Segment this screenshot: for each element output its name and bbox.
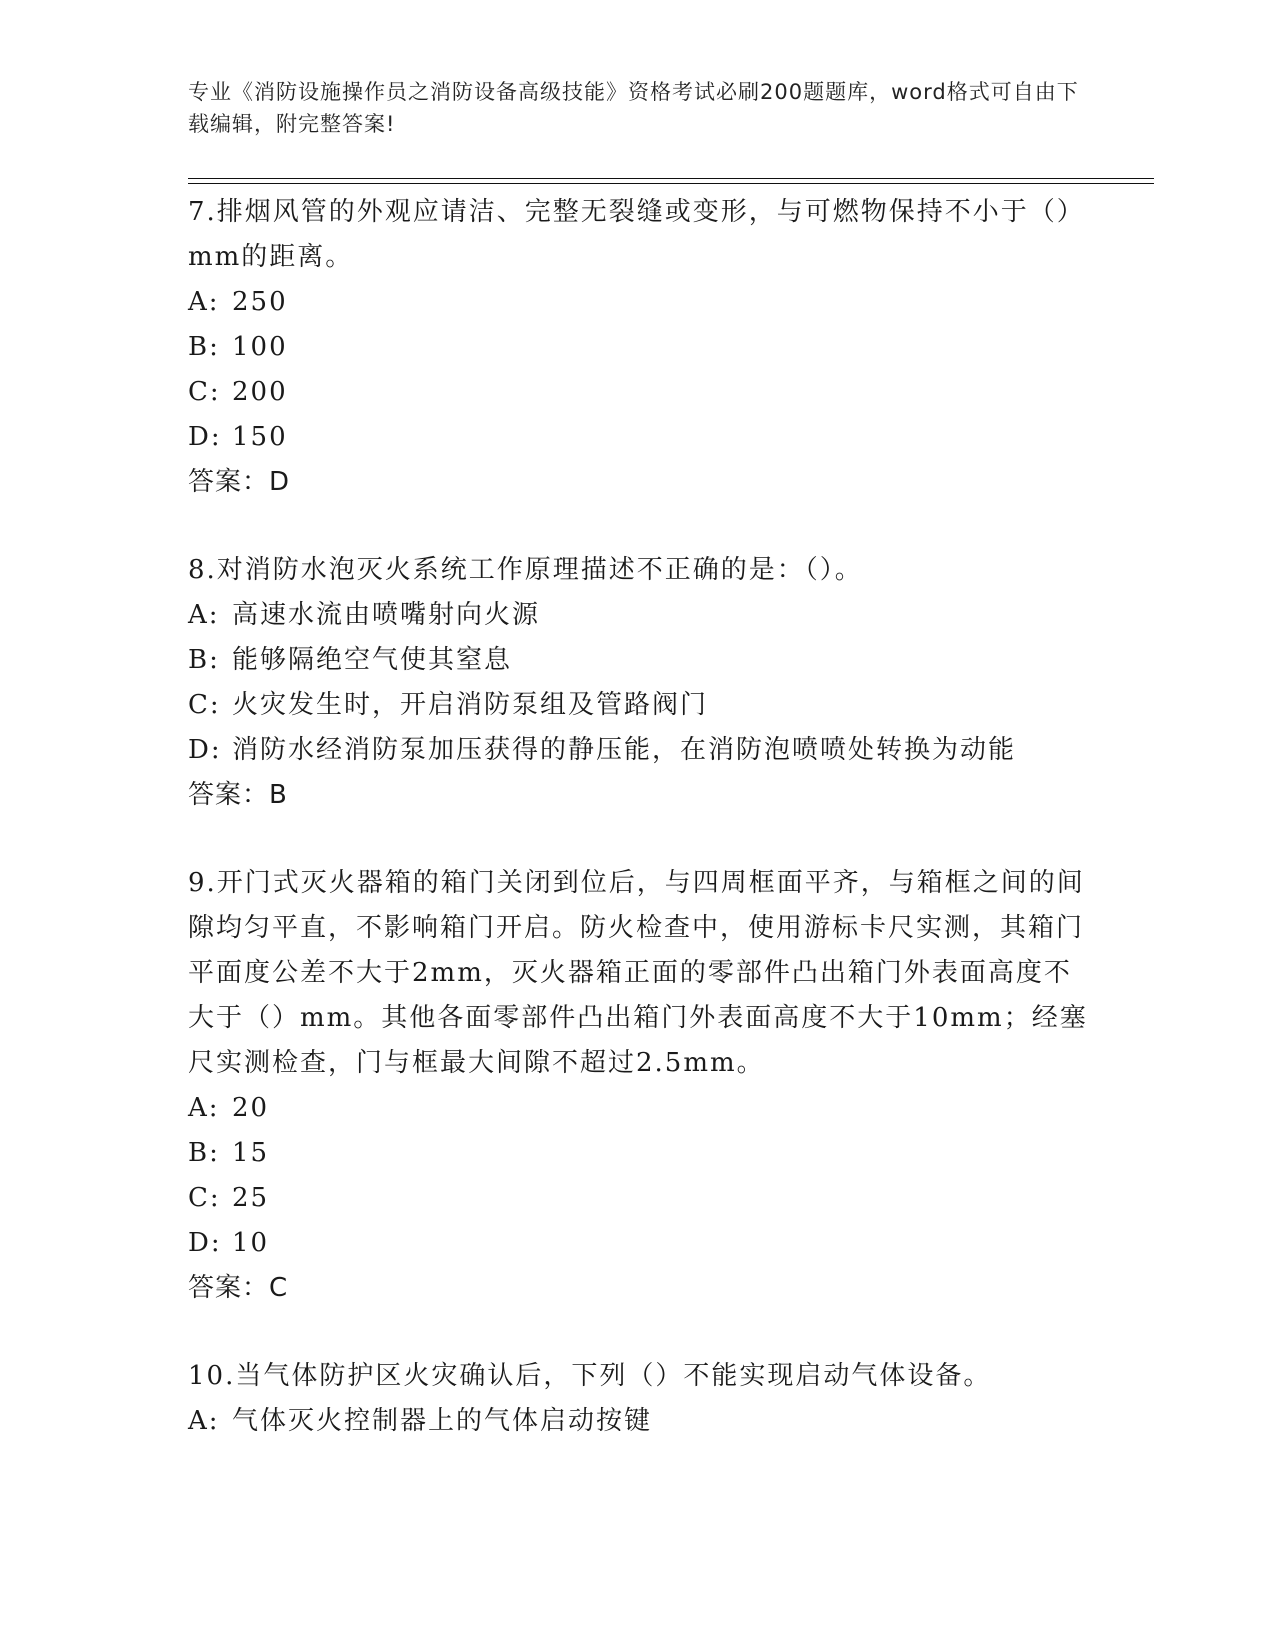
- option-text: 火灾发生时，开启消防泵组及管路阀门: [232, 690, 709, 720]
- option-d: [188, 728, 1088, 773]
- question-9: [188, 861, 1088, 1310]
- option-d: [188, 415, 1088, 460]
- answer-line: 答案：C: [188, 1273, 289, 1303]
- option-label: A:: [188, 1406, 220, 1436]
- question-spacer: [188, 1310, 1088, 1354]
- option-c: [188, 370, 1088, 415]
- option-text: 20: [232, 1093, 270, 1123]
- option-text: 15: [232, 1138, 270, 1168]
- option-c: [188, 683, 1088, 728]
- option-label: D:: [188, 735, 222, 765]
- option-b: [188, 638, 1088, 683]
- option-c: [188, 1176, 1088, 1221]
- option-b: [188, 1131, 1088, 1176]
- option-a: [188, 593, 1088, 638]
- option-text: 250: [232, 287, 288, 317]
- answer-line: 答案：D: [188, 467, 291, 497]
- question-list: [188, 190, 1088, 1444]
- option-a: [188, 280, 1088, 325]
- option-label: D:: [188, 1228, 222, 1258]
- option-text: 100: [232, 332, 288, 362]
- option-label: B:: [188, 332, 220, 362]
- question-stem: 8.对消防水泡灭火系统工作原理描述不正确的是：（）。: [188, 555, 863, 585]
- question-stem: 10.当气体防护区火灾确认后，下列（）不能实现启动气体设备。: [188, 1361, 992, 1391]
- option-a: [188, 1086, 1088, 1131]
- option-label: A:: [188, 1093, 220, 1123]
- option-label: C:: [188, 377, 221, 407]
- option-text: 150: [232, 422, 288, 452]
- option-text: 消防水经消防泵加压获得的静压能，在消防泡喷喷处转换为动能: [232, 735, 1017, 765]
- question-7: [188, 190, 1088, 504]
- header-rule-top: [188, 178, 1154, 179]
- question-stem: 9.开门式灭火器箱的箱门关闭到位后，与四周框面平齐，与箱框之间的间隙均匀平直，不影响箱门开启。防火检查中，使用游标卡尺实测，其箱门平面度公差不大于2mm，灭火器箱正面的零部件凸出箱门外表面高度不大于（）mm。其他各面零部件凸出箱门外表面高度不大于10mm；经塞尺实测检查，门与框最大间隙不超过2.5mm。: [188, 868, 1088, 1078]
- question-spacer: [188, 504, 1088, 548]
- option-d: [188, 1221, 1088, 1266]
- option-label: B:: [188, 645, 220, 675]
- question-stem: 7.排烟风管的外观应请洁、完整无裂缝或变形，与可燃物保持不小于（）mm的距离。: [188, 197, 1085, 272]
- option-label: D:: [188, 422, 222, 452]
- option-text: 10: [232, 1228, 270, 1258]
- option-label: A:: [188, 600, 220, 630]
- question-10: [188, 1354, 1088, 1444]
- option-text: 气体灭火控制器上的气体启动按键: [232, 1406, 653, 1436]
- option-text: 能够隔绝空气使其窒息: [232, 645, 513, 675]
- option-text: 25: [232, 1183, 270, 1213]
- option-a: [188, 1399, 1088, 1444]
- option-text: 200: [232, 377, 288, 407]
- header-rule-bottom: [188, 183, 1154, 184]
- document-header: 专业《消防设施操作员之消防设备高级技能》资格考试必刷200题题库，word格式可自由下载编辑，附完整答案!: [188, 80, 1079, 136]
- option-b: [188, 325, 1088, 370]
- option-label: B:: [188, 1138, 220, 1168]
- option-label: C:: [188, 1183, 221, 1213]
- question-8: [188, 548, 1088, 817]
- option-label: A:: [188, 287, 220, 317]
- option-text: 高速水流由喷嘴射向火源: [232, 600, 541, 630]
- answer-line: 答案：B: [188, 780, 288, 810]
- question-spacer: [188, 817, 1088, 861]
- option-label: C:: [188, 690, 221, 720]
